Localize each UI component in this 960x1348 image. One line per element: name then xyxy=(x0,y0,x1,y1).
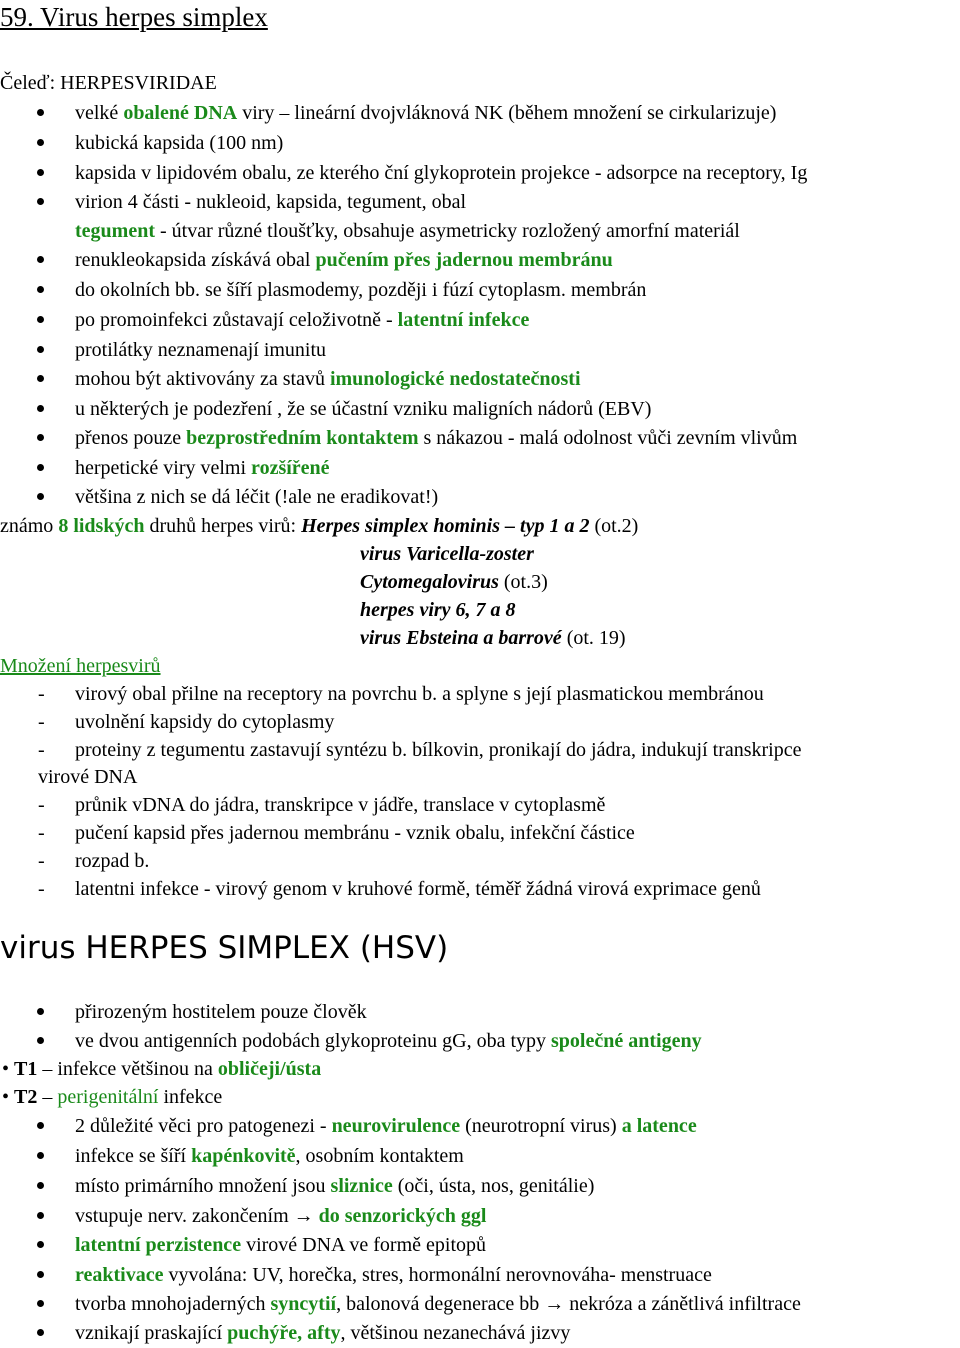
list-item: kapsida v lipidovém obalu, ze kterého ční glykoprotein projekce - adsorpce na receptory, Ig xyxy=(0,160,960,186)
virus-item: herpes viry 6, 7 a 8 xyxy=(360,599,516,621)
type-line: • T2 – perigenitální infekce xyxy=(2,1086,223,1108)
bullet-icon xyxy=(37,1241,44,1248)
bullet-icon xyxy=(37,1300,44,1307)
bullet-icon xyxy=(37,464,44,471)
virus-item: Cytomegalovirus (ot.3) xyxy=(360,571,548,593)
list-item: infekce se šíří kapénkovitě, osobním kontaktem xyxy=(0,1143,960,1169)
list-item-continuation: virové DNA xyxy=(38,766,138,788)
list-item: - proteiny z tegumentu zastavují syntézu b. bílkovin, pronikají do jádra, indukují transkripce xyxy=(38,739,802,761)
bullet-icon xyxy=(37,1182,44,1189)
virus-item: virus Varicella-zoster xyxy=(360,543,534,565)
bullet-icon xyxy=(37,1271,44,1278)
list-item: tvorba mnohojaderných syncytií, balonová degenerace bb → nekróza a zánětlivá infiltrace xyxy=(0,1291,960,1317)
list-item: latentní perzistence virové DNA ve formě epitopů xyxy=(0,1232,960,1258)
page-title: 59. Virus herpes simplex xyxy=(0,2,268,32)
bullet-icon xyxy=(37,1037,44,1044)
bullet-icon xyxy=(37,1008,44,1015)
list-item: ve dvou antigenních podobách glykoproteinu gG, oba typy společné antigeny xyxy=(0,1028,960,1054)
bullet-icon xyxy=(37,109,44,116)
bullet-icon xyxy=(37,139,44,146)
list-item: - virový obal přilne na receptory na povrchu b. a splyne s její plasmatickou membránou xyxy=(38,683,764,705)
bullet-icon xyxy=(37,256,44,263)
section-heading: virus HERPES SIMPLEX (HSV) xyxy=(0,930,449,966)
list-item: - rozpad b. xyxy=(38,850,150,872)
list-item: po promoinfekci zůstavají celoživotně - latentní infekce xyxy=(0,307,960,333)
list-item: mohou být aktivovány za stavů imunologické nedostatečnosti xyxy=(0,366,960,392)
list-item: u některých je podezření , že se účastní vzniku maligních nádorů (EBV) xyxy=(0,396,960,422)
bullet-icon xyxy=(37,1329,44,1336)
list-item: vznikají praskající puchýře, afty, většinou nezanechává jizvy xyxy=(0,1320,960,1346)
list-item: velké obalené DNA viry – lineární dvojvláknová NK (během množení se cirkularizuje) xyxy=(0,100,960,126)
virus-item: virus Ebsteina a barrové (ot. 19) xyxy=(360,627,626,649)
bullet-icon xyxy=(37,493,44,500)
bullet-icon xyxy=(37,434,44,441)
bullet-icon xyxy=(37,346,44,353)
list-item: většina z nich se dá léčit (!ale ne eradikovat!) xyxy=(0,484,960,510)
list-item: - pučení kapsid přes jadernou membránu - vznik obalu, infekční částice xyxy=(38,822,635,844)
section-heading: Množení herpesvirů xyxy=(0,655,161,677)
list-item: reaktivace vyvolána: UV, horečka, stres, hormonální nerovnováha- menstruace xyxy=(0,1262,960,1288)
list-item: kubická kapsida (100 nm) xyxy=(0,130,960,156)
bullet-icon xyxy=(37,1122,44,1129)
type-line: • T1 – infekce většinou na obličeji/ústa xyxy=(2,1058,322,1080)
list-item: 2 důležité věci pro patogenezi - neurovirulence (neurotropní virus) a latence xyxy=(0,1113,960,1139)
known-viruses-line: známo 8 lidských druhů herpes virů: Herpes simplex hominis – typ 1 a 2 (ot.2) xyxy=(0,515,639,537)
bullet-icon xyxy=(37,375,44,382)
bullet-icon xyxy=(37,316,44,323)
bullet-icon xyxy=(37,1152,44,1159)
list-item: přenos pouze bezprostředním kontaktem s nákazou - malá odolnost vůči zevním vlivům xyxy=(0,425,960,451)
list-item: místo primárního množení jsou sliznice (oči, ústa, nos, genitálie) xyxy=(0,1173,960,1199)
list-item: virion 4 části - nukleoid, kapsida, tegument, obal xyxy=(0,189,960,215)
list-item: přirozeným hostitelem pouze člověk xyxy=(0,999,960,1025)
bullet-icon xyxy=(37,198,44,205)
tegument-line: tegument - útvar různé tloušťky, obsahuje asymetricky rozložený amorfní materiál xyxy=(75,220,740,242)
list-item: - průnik vDNA do jádra, transkripce v jádře, translace v cytoplasmě xyxy=(38,794,606,816)
bullet-icon xyxy=(37,169,44,176)
bullet-icon xyxy=(37,405,44,412)
list-item: protilátky neznamenají imunitu xyxy=(0,337,960,363)
list-item: renukleokapsida získává obal pučením přes jadernou membránu xyxy=(0,247,960,273)
bullet-icon xyxy=(37,286,44,293)
bullet-icon xyxy=(37,1212,44,1219)
list-item: - latentni infekce - virový genom v kruhové formě, téměř žádná virová exprimace genů xyxy=(38,878,761,900)
list-item: herpetické viry velmi rozšířené xyxy=(0,455,960,481)
list-item: vstupuje nerv. zakončením → do senzorických ggl xyxy=(0,1203,960,1229)
family-line: Čeleď: HERPESVIRIDAE xyxy=(0,72,217,94)
list-item: - uvolnění kapsidy do cytoplasmy xyxy=(38,711,335,733)
list-item: do okolních bb. se šíří plasmodemy, později i fúzí cytoplasm. membrán xyxy=(0,277,960,303)
